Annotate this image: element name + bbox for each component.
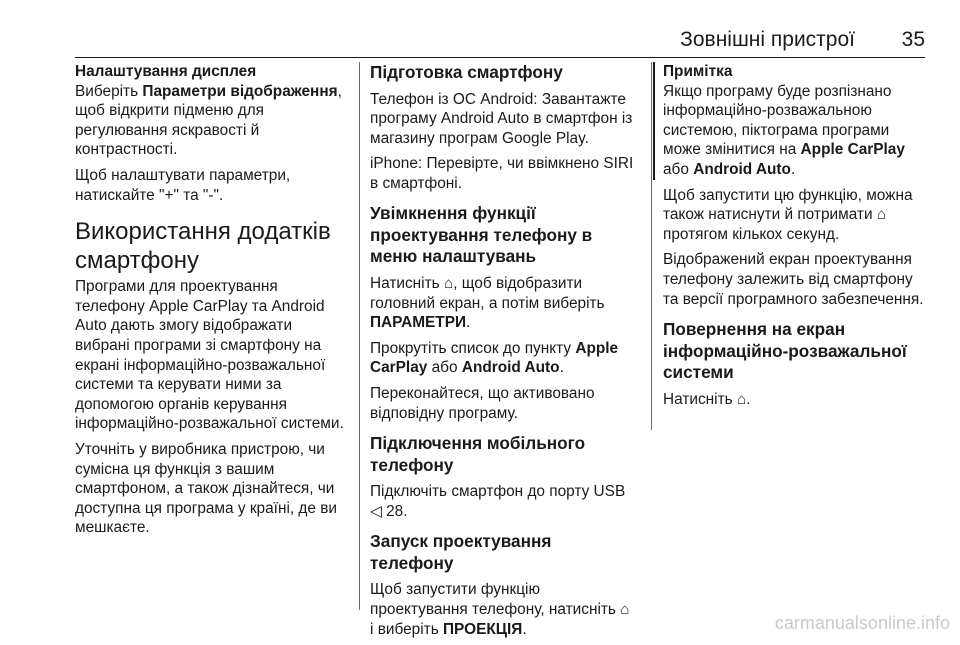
text: Щоб запустити функцію проектування телефону, натисніть [370,581,621,618]
text: 28. [381,502,408,520]
chapter-title: Зовнішні пристрої [680,28,855,51]
paragraph [370,274,636,333]
page-header [75,24,925,58]
text: або [427,359,462,377]
heading-start-projection: Запуск проектування телефону [370,531,552,573]
text: Натисніть [663,390,737,408]
column-1 [75,62,347,544]
menu-term: Apple CarPlay [370,339,619,377]
menu-term: Android Auto [461,359,560,377]
paragraph [663,186,928,245]
column-divider-1 [359,62,360,610]
text: Прокрутіть список до пункту [370,339,576,357]
text: , щоб відобразити головний екран, а потім виберіть [370,274,605,312]
paragraph [663,390,928,410]
heading-smartphone-apps: Використання додатків смартфону [75,218,331,274]
text: протягом кількох секунд. [663,225,840,243]
text: . [746,390,751,408]
heading-return-to-infotainment: Повернення на екран інформаційно-розважальної системи [663,319,907,383]
menu-term: Apple CarPlay [800,141,905,159]
column-2 [370,62,636,645]
text: . [466,314,471,332]
text: . [790,160,796,178]
paragraph: Відображений екран проектування телефону залежить від смартфону та версії програмного забезпечення. [663,251,924,308]
note-box [653,62,928,180]
text: , щоб відкрити підменю для регулювання яскравості й контрастності. [75,82,342,159]
header-rule [75,57,925,58]
home-icon: ⌂ [736,390,747,408]
watermark: carmanualsonline.info [774,613,950,633]
menu-term: Параметри відображення [142,82,338,100]
text: . [559,359,564,377]
menu-term: ПАРАМЕТРИ [370,314,467,332]
column-3 [663,62,928,415]
paragraph [370,482,636,521]
paragraph: Програми для проектування телефону Apple CarPlay та Android Auto дають змогу відображати вибрані програми зі смартфону на екрані інформаційно-розважальної системи та керувати ними за допомогою органів керування інформаційно-розважальної системи. [75,278,344,433]
paragraph: Переконайтеся, що активовано відповідну програму. [370,384,595,422]
home-icon: ⌂ [876,206,887,224]
text: . [522,620,527,638]
menu-term: Android Auto [693,160,791,178]
heading-prepare-smartphone: Підготовка смартфону [370,62,563,82]
home-icon: ⌂ [620,600,630,618]
text: або [663,160,694,178]
home-icon: ⌂ [443,274,454,292]
column-divider-2 [651,62,652,430]
paragraph: Щоб налаштувати параметри, натискайте "+" та "-". [75,166,291,204]
heading-enable-projection: Увімкнення функції проектування телефону в меню налаштувань [370,203,593,267]
note-text [663,82,928,180]
text: Натисніть [370,274,444,292]
paragraph: iPhone: Перевірте, чи ввімкнено SIRI в смартфоні. [370,155,634,192]
reference-arrow-icon: ◁ [370,502,382,520]
paragraph [370,339,636,378]
paragraph [370,580,636,639]
paragraph: Телефон із ОС Android: Завантажте програму Android Auto в смартфон із магазину програм Google Play. [370,90,633,147]
text: Підключіть смартфон до порту USB [370,483,626,501]
note-title: Примітка [663,63,733,80]
text: Якщо програму буде розпізнано інформаційно-розважальною системою, піктограма програми може змінитися на [663,82,892,159]
text: Виберіть [75,82,143,100]
text: і виберіть [370,620,443,638]
text: Щоб запустити цю функцію, можна також натиснути й потримати [663,186,913,224]
page-number: 35 [901,28,925,51]
heading-connect-phone: Підключення мобільного телефону [370,433,586,475]
heading-display-settings: Налаштування дисплея [75,63,257,80]
paragraph [75,82,347,160]
menu-term: ПРОЕКЦІЯ [443,620,523,638]
paragraph: Уточніть у виробника пристрою, чи сумісна ця функція з вашим смартфоном, а також дізнайтеся, чи доступна ця програма у країні, де ви мешкаєте. [75,440,338,537]
